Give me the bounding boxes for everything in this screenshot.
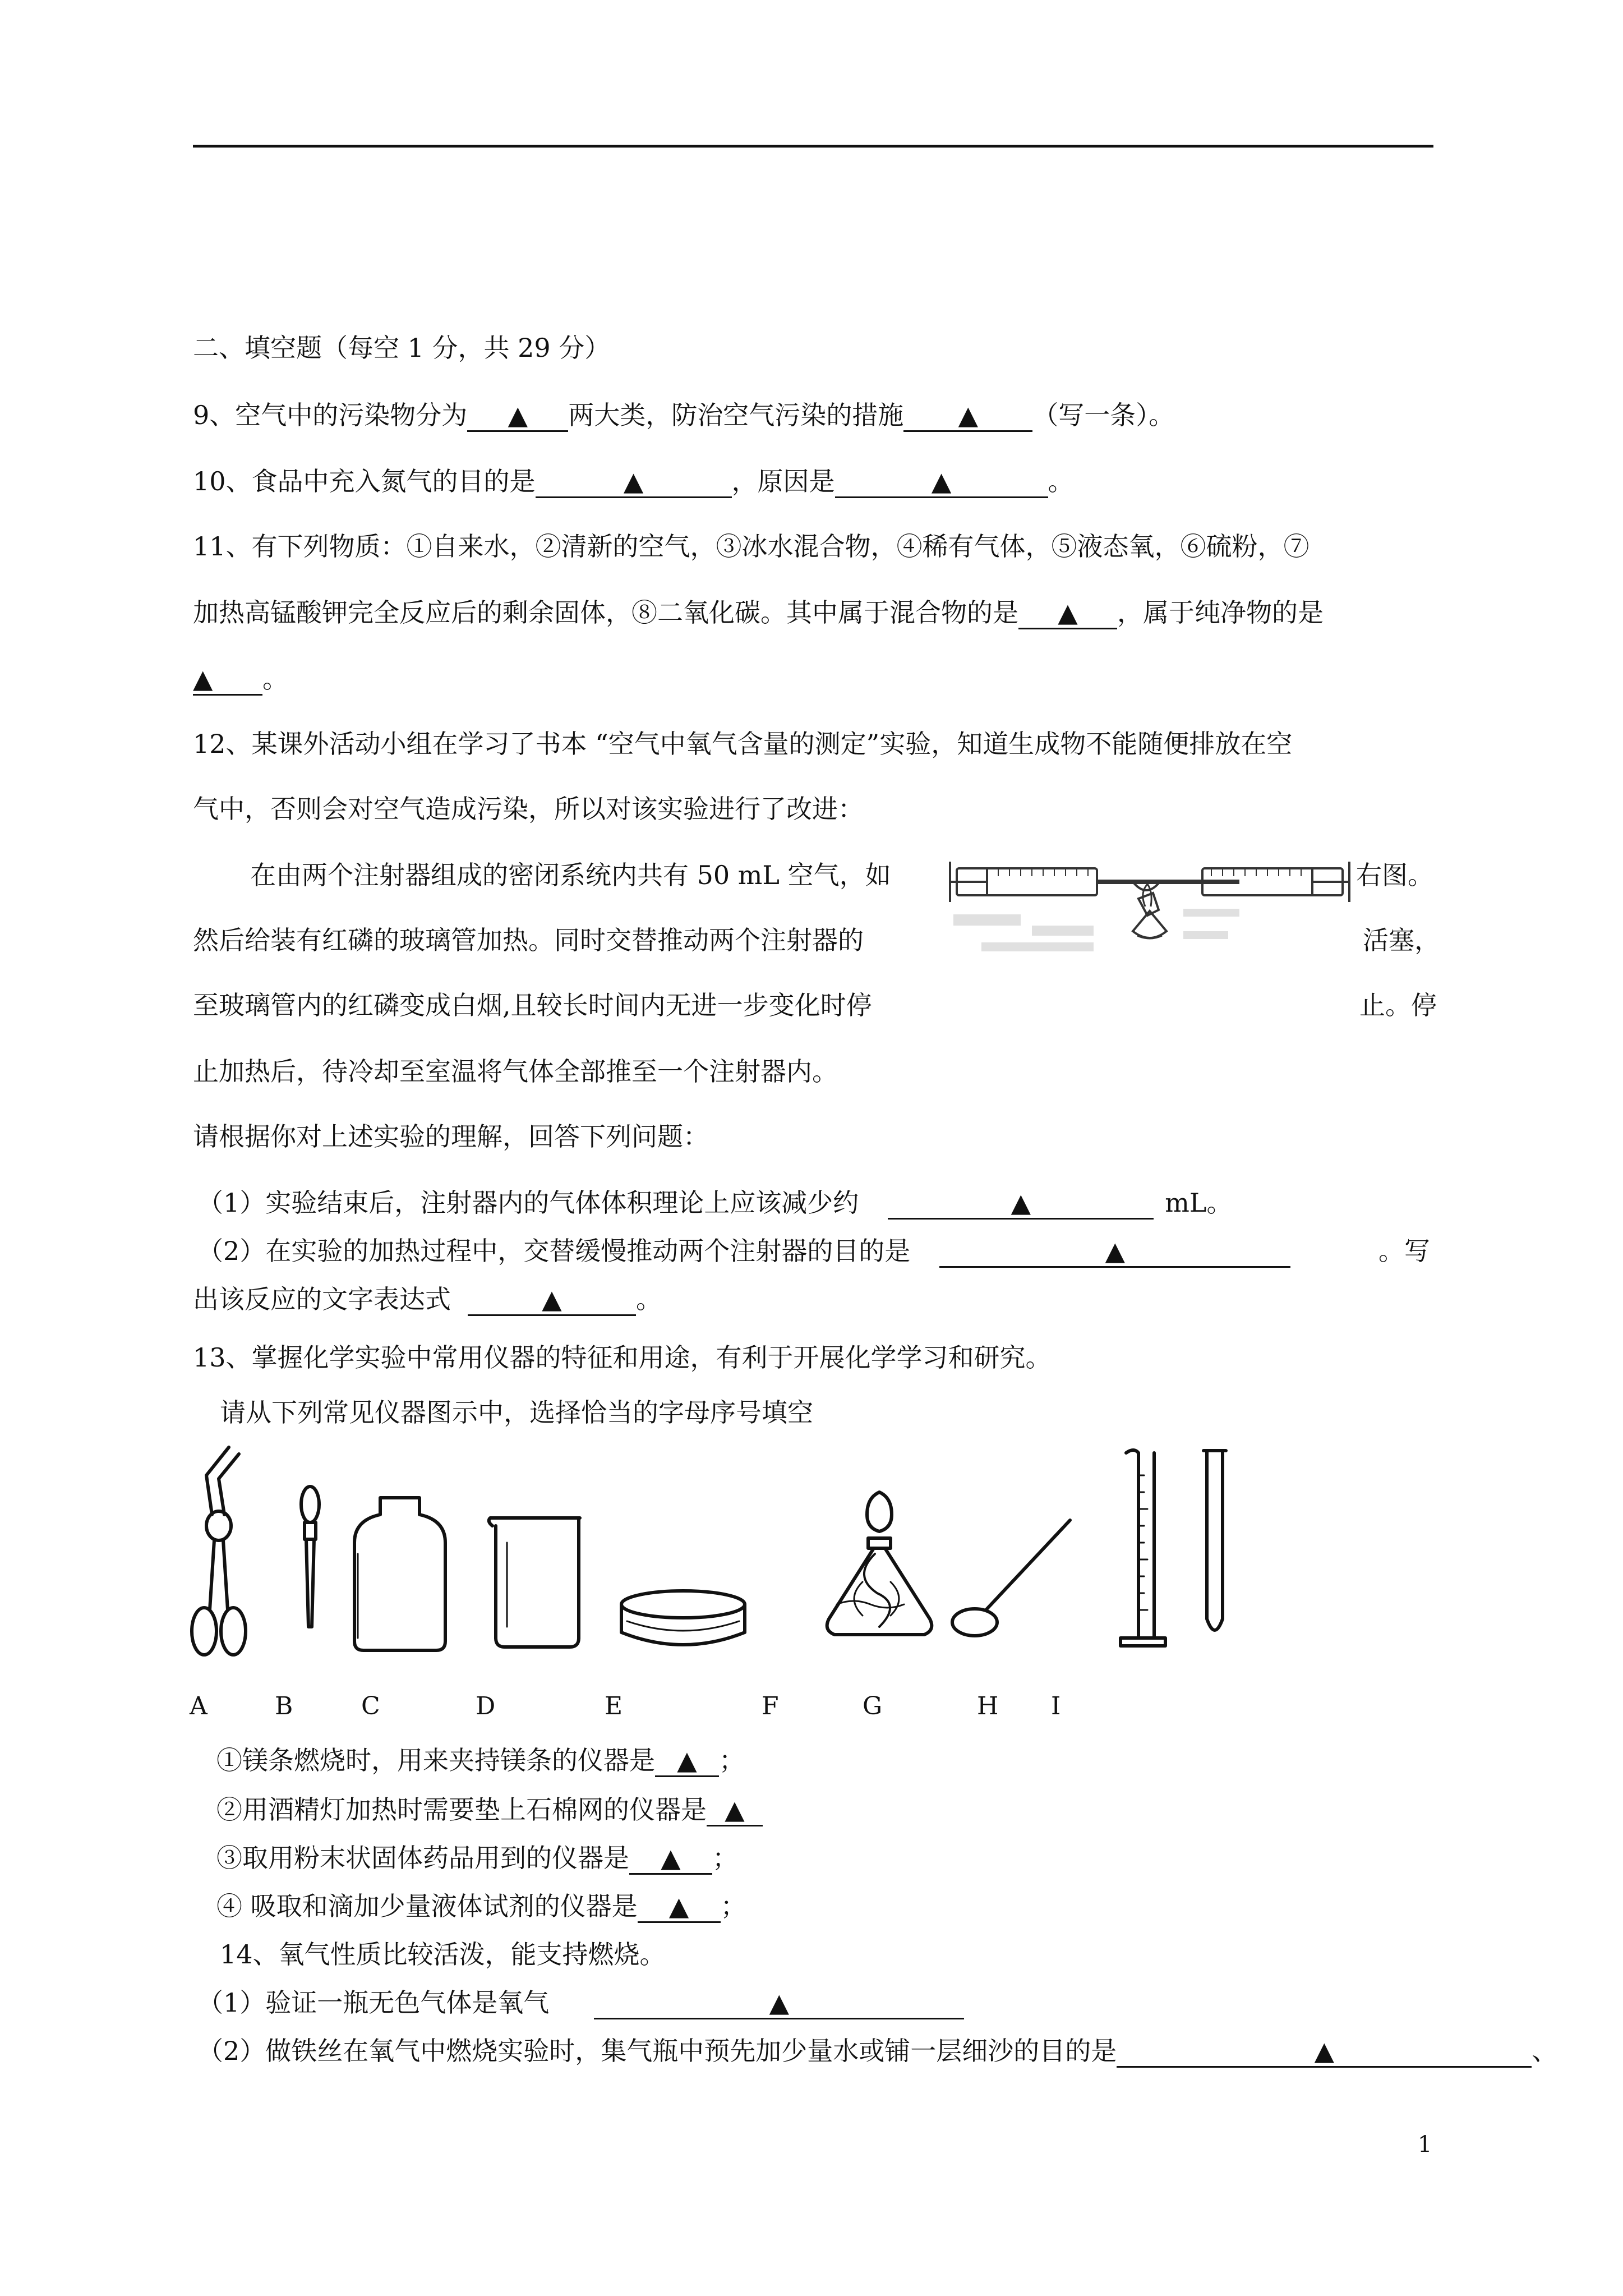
- alcohol-lamp-icon: [827, 1492, 932, 1635]
- question-13-prompt: 请从下列常见仪器图示中，选择恰当的字母序号填空: [220, 1397, 813, 1428]
- answer-blank[interactable]: ▲: [888, 1188, 1154, 1220]
- q12-paragraph-line2: 然后给装有红磷的玻璃管加热。同时交替推动两个注射器的: [193, 925, 864, 955]
- graduated-cylinder-icon: [1121, 1450, 1165, 1646]
- evaporating-dish-icon: [621, 1591, 745, 1645]
- reagent-bottle-icon: [354, 1498, 445, 1650]
- medicine-spoon-icon: [952, 1520, 1070, 1636]
- question-14-title: 14、氧气性质比较活泼，能支持燃烧。: [220, 1939, 666, 1970]
- beaker-icon: [489, 1518, 580, 1647]
- instrument-label: D: [476, 1692, 496, 1720]
- answer-blank[interactable]: ▲: [655, 1745, 719, 1777]
- answer-blank[interactable]: ▲: [939, 1236, 1290, 1268]
- instrument-label: F: [762, 1692, 779, 1720]
- q12-paragraph-line1: 在由两个注射器组成的密闭系统内共有 50 mL 空气，如: [250, 860, 891, 890]
- q12-paragraph-line1-end: 右图。: [1356, 860, 1433, 890]
- instrument-label: E: [605, 1692, 623, 1720]
- answer-blank[interactable]: ▲: [594, 1987, 964, 2019]
- question-11-line3: ▲ 。: [193, 662, 288, 696]
- answer-blank[interactable]: ▲: [467, 400, 568, 432]
- answer-blank[interactable]: ▲: [638, 1891, 721, 1923]
- question-12-line1: 12、某课外活动小组在学习了书本 “空气中氧气含量的测定”实验，知道生成物不能随便排放在空: [193, 729, 1293, 759]
- question-12-line2: 气中，否则会对空气造成污染，所以对该实验进行了改进：: [193, 794, 864, 824]
- q12-paragraph-line4: 止加热后，待冷却至室温将气体全部推至一个注射器内。: [193, 1056, 838, 1087]
- q12-sub1: （1）实验结束后，注射器内的气体体积理论上应该减少约 ▲ mL。: [197, 1186, 1232, 1220]
- instrument-label: A: [190, 1692, 208, 1720]
- q13-item4: ④ 吸取和滴加少量液体试剂的仪器是 ▲ ；: [216, 1889, 746, 1923]
- section-title: 二、填空题（每空 1 分，共 29 分）: [193, 333, 611, 363]
- q12-sub2-line2: 出该反应的文字表达式 ▲ 。: [193, 1282, 662, 1316]
- answer-blank[interactable]: ▲: [536, 466, 732, 498]
- answer-blank[interactable]: ▲: [193, 664, 262, 696]
- q12-paragraph-line3-end: 止。停: [1359, 990, 1437, 1020]
- question-11-line1: 11、有下列物质：①自来水，②清新的空气，③冰水混合物，④稀有气体，⑤液态氧，⑥硫粉，⑦: [193, 531, 1310, 562]
- answer-blank[interactable]: ▲: [707, 1795, 763, 1826]
- answer-blank[interactable]: ▲: [468, 1284, 636, 1316]
- question-9: 9、空气中的污染物分为 ▲ 两大类，防治空气污染的措施 ▲ （写一条）。: [193, 398, 1174, 432]
- dropper-icon: [301, 1487, 319, 1627]
- answer-blank[interactable]: ▲: [1018, 597, 1117, 629]
- q12-sub2: （2）在实验的加热过程中，交替缓慢推动两个注射器的目的是 ▲: [197, 1234, 1290, 1268]
- answer-blank[interactable]: ▲: [1117, 2036, 1532, 2068]
- page-number: 1: [1418, 2132, 1432, 2157]
- answer-blank[interactable]: ▲: [629, 1843, 712, 1875]
- crucible-tongs-icon: [192, 1447, 246, 1655]
- question-11-line2: 加热高锰酸钾完全反应后的剩余固体，⑧二氧化碳。其中属于混合物的是 ▲ ，属于纯净物的是: [193, 596, 1324, 629]
- q13-item2: ②用酒精灯加热时需要垫上石棉网的仪器是 ▲: [216, 1793, 763, 1826]
- syringe-apparatus-figure: [948, 853, 1352, 987]
- instrument-label: I: [1051, 1692, 1061, 1720]
- q12-sub2-end: 。写: [1378, 1236, 1430, 1266]
- answer-blank[interactable]: ▲: [903, 400, 1032, 432]
- q14-sub1: （1）验证一瓶无色气体是氧气 ▲: [197, 1986, 964, 2019]
- instrument-label: C: [361, 1692, 380, 1720]
- question-13-title: 13、掌握化学实验中常用仪器的特征和用途，有利于开展化学学习和研究。: [193, 1342, 1052, 1373]
- instrument-label: H: [977, 1692, 999, 1720]
- q13-item1: ①镁条燃烧时，用来夹持镁条的仪器是 ▲ ；: [216, 1743, 745, 1777]
- answer-blank[interactable]: ▲: [835, 466, 1048, 498]
- instrument-figure: [190, 1442, 1322, 1683]
- question-10: 10、食品中充入氮气的目的是 ▲ ，原因是 ▲ 。: [193, 464, 1074, 498]
- header-rule: [193, 145, 1433, 148]
- q12-paragraph-line3: 至玻璃管内的红磷变成白烟,且较长时间内无进一步变化时停: [193, 990, 872, 1020]
- q13-item3: ③取用粉末状固体药品用到的仪器是 ▲ ；: [216, 1841, 738, 1875]
- q12-ask: 请根据你对上述实验的理解，回答下列问题：: [193, 1121, 709, 1152]
- instrument-label: B: [275, 1692, 293, 1720]
- instrument-label: G: [863, 1692, 883, 1720]
- test-tube-icon: [1204, 1451, 1226, 1630]
- q14-sub2: （2）做铁丝在氧气中燃烧实验时，集气瓶中预先加少量水或铺一层细沙的目的是 ▲ 、: [197, 2034, 1557, 2068]
- q12-paragraph-line2-end: 活塞，: [1363, 925, 1440, 955]
